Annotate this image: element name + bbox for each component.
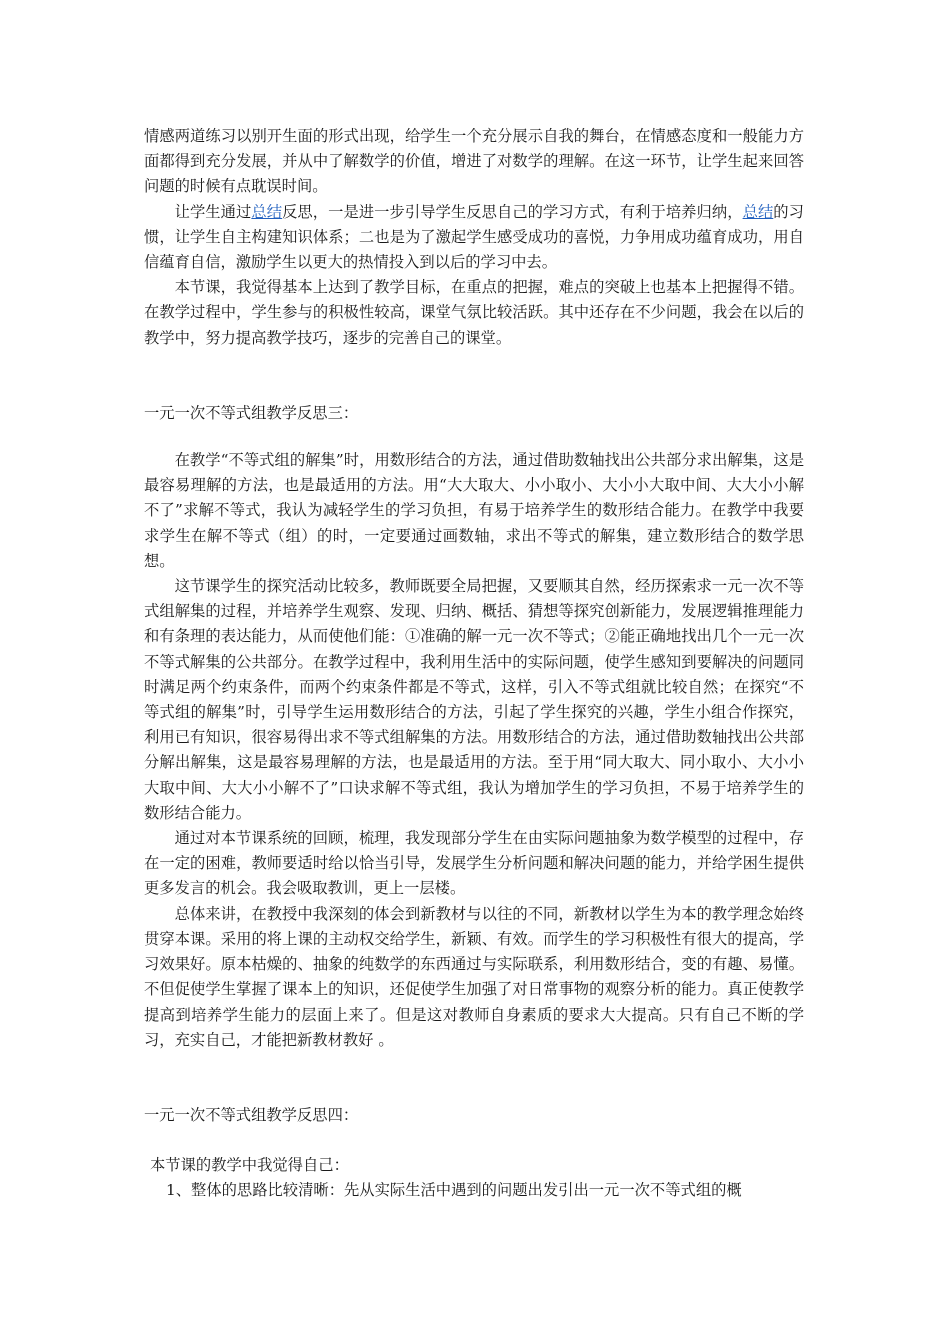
spacer <box>144 1128 804 1153</box>
paragraph-3-3: 通过对本节课系统的回顾，梳理，我发现部分学生在由实际问题抽象为数学模型的过程中，存在一定的困难，教师要适时给以恰当引导，发展学生分析问题和解决问题的能力，并给学困生提供更多发言的机会。我会吸取教训，更上一层楼。 <box>144 829 804 898</box>
keyword-link-summary[interactable]: 总结 <box>251 202 283 221</box>
paragraph-prev-2 <box>144 200 804 276</box>
document-body <box>144 124 804 1204</box>
paragraph-3-1: 在教学“不等式组的解集”时，用数形结合的方法，通过借助数轴找出公共部分求出解集，这是最容易理解的方法，也是最适用的方法。用“大大取大、小小取小、大小小大取中间、大大小小解不了”求解不等式，我认为减轻学生的学习负担，有易于培养学生的数形结合能力。在教学中我要求学生在解不等式（组）的时，一定要通过画数轴，求出不等式的解集，建立数形结合的数学思想。 <box>144 451 804 570</box>
section-heading-3: 一元一次不等式组教学反思三： <box>144 403 359 422</box>
paragraph-3-2: 这节课学生的探究活动比较多，教师既要全局把握，又要顺其自然，经历探索求一元一次不等式组解集的过程，并培养学生观察、发现、归纳、概括、猜想等探究创新能力，发展逻辑推理能力和有条理的表达能力，从而使他们能：①准确的解一元一次不等式；②能正确地找出几个一元一次不等式解集的公共部分。在教学过程中，我利用生活中的实际问题，使学生感知到要解决的问题同时满足两个约束条件，而两个约束条件都是不等式，这样，引入不等式组就比较自然；在探究“不等式组的解集”时，引导学生运用数形结合的方法，引起了学生探究的兴趣，学生小组合作探究，利用已有知识，很容易得出求不等式组解集的方法。用数形结合的方法，通过借助数轴找出公共部分解出解集，这是最容易理解的方法，也是最适用的方法。至于用“同大取大、同小取小、大小小大取中间、大大小小解不了”口诀求解不等式组，我认为增加学生的学习负担，不易于培养学生的数形结合能力。 <box>144 577 804 822</box>
paragraph-prev-3: 本节课，我觉得基本上达到了教学目标，在重点的把握，难点的突破上也基本上把握得不错。在教学过程中，学生参与的积极性较高，课堂气氛比较活跃。其中还存在不少问题，我会在以后的教学中，努力提高教学技巧，逐步的完善自己的课堂。 <box>144 278 804 347</box>
section-heading-4: 一元一次不等式组教学反思四： <box>144 1105 359 1124</box>
text-run: 让学生通过 <box>174 202 252 221</box>
spacer <box>144 351 804 401</box>
list-item-1: 1、整体的思路比较清晰：先从实际生活中遇到的问题出发引出一元一次不等式组的概 <box>166 1181 742 1200</box>
paragraph-4-lead: 本节课的教学中我觉得自己： <box>150 1156 349 1175</box>
text-run: 的习惯，让学生自主构建知识体系；二也是为了激起学生感受成功的喜悦，力争用成功蕴育成功，用自信蕴育自信，激励学生以更大的热情投入到以后的学习中去。 <box>144 202 804 272</box>
paragraph-prev-1: 情感两道练习以别开生面的形式出现，给学生一个充分展示自我的舞台，在情感态度和一般能力方面都得到充分发展，并从中了解数学的价值，增进了对数学的理解。在这一环节，让学生起来回答问题的时候有点耽误时间。 <box>144 127 804 196</box>
spacer <box>144 426 804 448</box>
keyword-link-summary[interactable]: 总结 <box>742 202 774 221</box>
text-run: 反思，一是进一步引导学生反思自己的学习方式，有利于培养归纳， <box>282 202 743 221</box>
spacer <box>144 1053 804 1103</box>
paragraph-3-4: 总体来讲，在教授中我深刻的体会到新教材与以往的不同，新教材以学生为本的教学理念始终贯穿本课。采用的将上课的主动权交给学生，新颖、有效。而学生的学习积极性有很大的提高，学习效果好。原本枯燥的、抽象的纯数学的东西通过与实际联系，利用数形结合，变的有趣、易懂。不但促使学生掌握了课本上的知识，还促使学生加强了对日常事物的观察分析的能力。真正使教学提高到培养学生能力的层面上来了。但是这对教师自身素质的要求大大提高。只有自己不断的学习，充实自己，才能把新教材教好 。 <box>144 904 804 1049</box>
